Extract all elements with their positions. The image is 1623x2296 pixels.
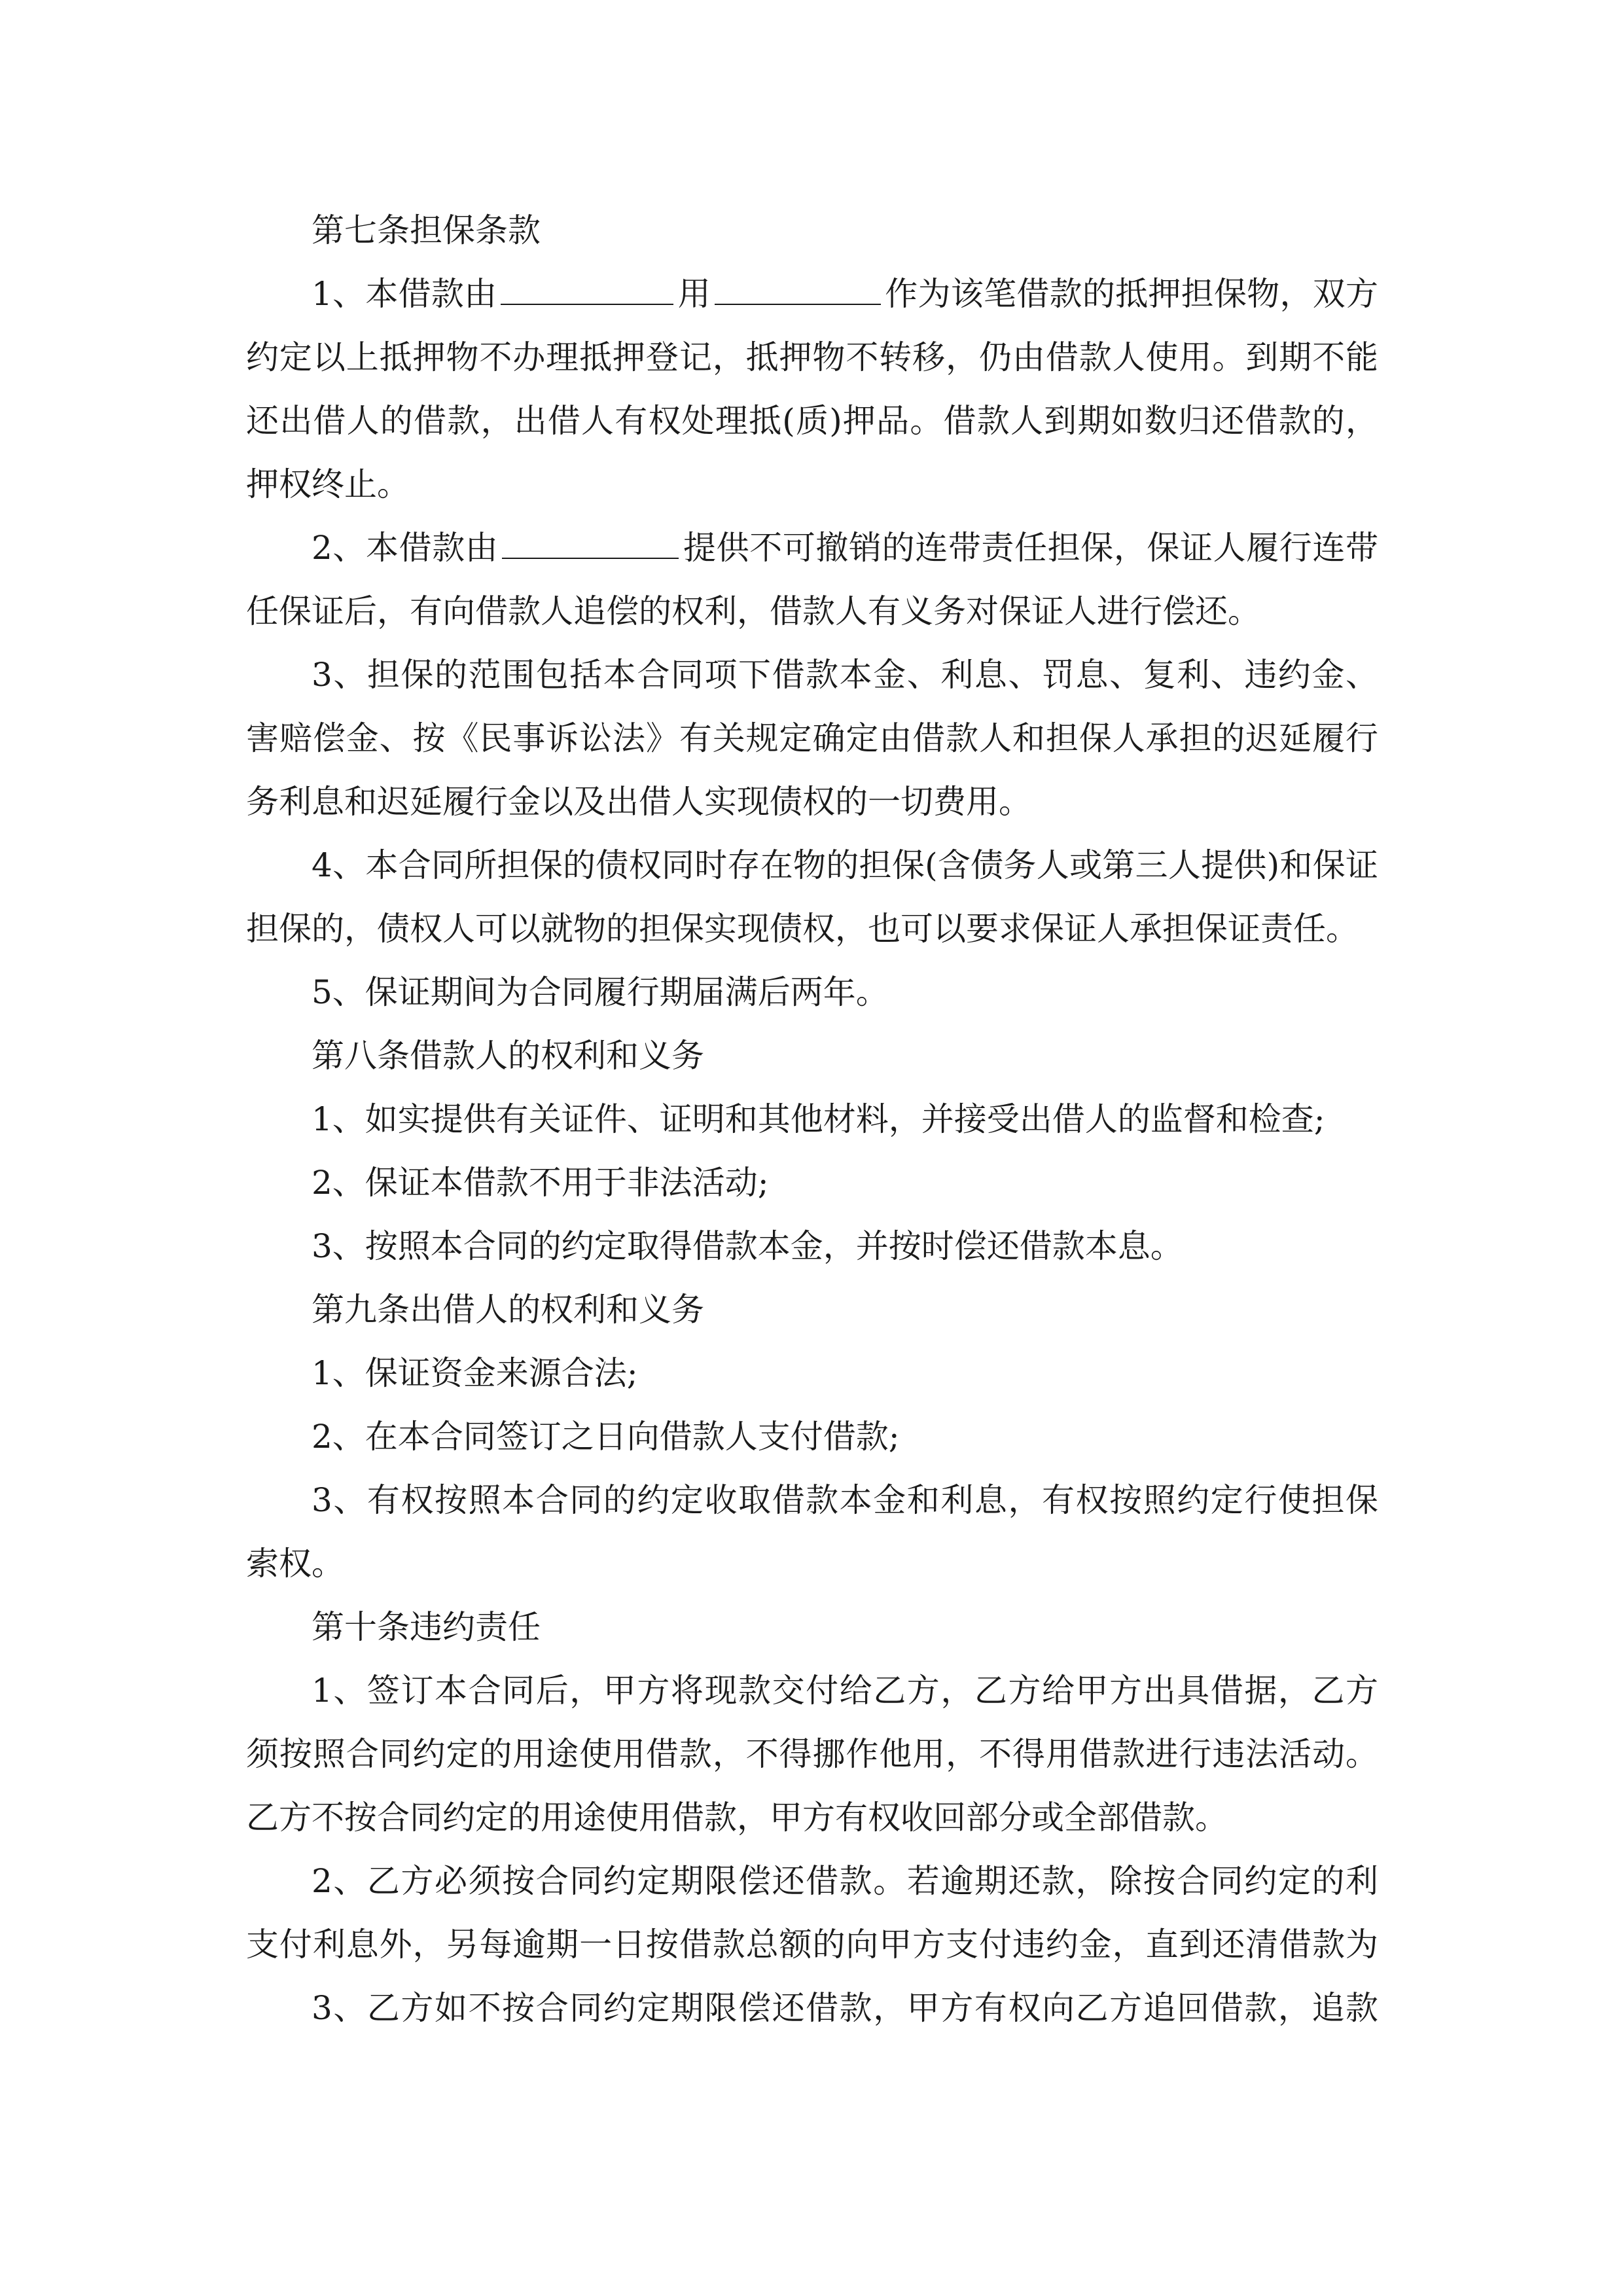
article-10-clause-2-line-2: 支付利息外，另每逾期一日按借款总额的向甲方支付违约金，直到还清借款为 <box>246 1926 1378 1964</box>
blank-field-collateral-item[interactable] <box>715 267 881 305</box>
contract-body <box>246 199 1378 2040</box>
article-7-clause-3-line-2: 害赔偿金、按《民事诉讼法》有关规定确定由借款人和担保人承担的迟延履行 <box>246 719 1378 757</box>
article-7-clause-1-line-1 <box>246 262 1378 326</box>
article-7-clause-4-line-1: 4、本合同所担保的债权同时存在物的担保(含债务人或第三人提供)和保证 <box>312 846 1378 884</box>
article-10-title: 第十条违约责任 <box>312 1608 541 1646</box>
article-7-clause-3-line-1: 3、担保的范围包括本合同项下借款本金、利息、罚息、复利、违约金、 <box>312 656 1378 694</box>
article-7-clause-2-line-2: 任保证后，有向借款人追偿的权利，借款人有义务对保证人进行偿还。 <box>246 592 1260 630</box>
article-7-clause-5: 5、保证期间为合同履行期届满后两年。 <box>312 973 889 1011</box>
clause-text: 作为该笔借款的抵押担保物，双方 <box>884 275 1378 313</box>
article-7-clause-3-line-3: 务利息和迟延履行金以及出借人实现债权的一切费用。 <box>246 783 1031 821</box>
article-7-clause-4-line-2: 担保的，债权人可以就物的担保实现债权，也可以要求保证人承担保证责任。 <box>246 910 1359 948</box>
article-9-clause-1: 1、保证资金来源合法; <box>312 1354 638 1392</box>
clause-text: 2、本借款由 <box>312 529 499 567</box>
clause-text: 提供不可撤销的连带责任担保，保证人履行连带 <box>683 529 1378 567</box>
article-7-clause-2-line-1 <box>246 516 1378 580</box>
article-10-clause-2-line-1: 2、乙方必须按合同约定期限偿还借款。若逾期还款，除按合同约定的利 <box>312 1862 1378 1900</box>
article-9-clause-2: 2、在本合同签订之日向借款人支付借款; <box>312 1418 900 1456</box>
article-7-clause-1-line-4: 押权终止。 <box>246 465 410 503</box>
article-9-clause-3-line-1: 3、有权按照本合同的约定收取借款本金和利息，有权按照约定行使担保 <box>312 1481 1378 1519</box>
blank-field-collateral-owner[interactable] <box>501 267 673 305</box>
article-7-clause-1-line-3: 还出借人的借款，出借人有权处理抵(质)押品。借款人到期如数归还借款的， <box>246 402 1378 440</box>
article-8-title: 第八条借款人的权利和义务 <box>312 1037 704 1075</box>
clause-text: 用 <box>677 275 711 313</box>
article-10-clause-3-line-1: 3、乙方如不按合同约定期限偿还借款，甲方有权向乙方追回借款，追款 <box>312 1989 1378 2027</box>
article-10-clause-1-line-3: 乙方不按合同约定的用途使用借款，甲方有权收回部分或全部借款。 <box>246 1799 1228 1837</box>
article-8-clause-3: 3、按照本合同的约定取得借款本金，并按时偿还借款本息。 <box>312 1227 1183 1265</box>
article-8-clause-1: 1、如实提供有关证件、证明和其他材料，并接受出借人的监督和检查; <box>312 1100 1325 1138</box>
article-7-clause-1-line-2: 约定以上抵押物不办理抵押登记，抵押物不转移，仍由借款人使用。到期不能 <box>246 338 1378 376</box>
clause-text: 1、本借款由 <box>312 275 497 313</box>
article-9-title: 第九条出借人的权利和义务 <box>312 1291 704 1329</box>
blank-field-guarantor[interactable] <box>502 521 679 559</box>
article-10-clause-1-line-2: 须按照合同约定的用途使用借款，不得挪作他用，不得用借款进行违法活动。 <box>246 1735 1378 1773</box>
article-7-title: 第七条担保条款 <box>312 211 541 249</box>
article-8-clause-2: 2、保证本借款不用于非法活动; <box>312 1164 769 1202</box>
article-9-clause-3-line-2: 索权。 <box>246 1545 344 1583</box>
article-10-clause-1-line-1: 1、签订本合同后，甲方将现款交付给乙方，乙方给甲方出具借据，乙方 <box>312 1672 1378 1710</box>
